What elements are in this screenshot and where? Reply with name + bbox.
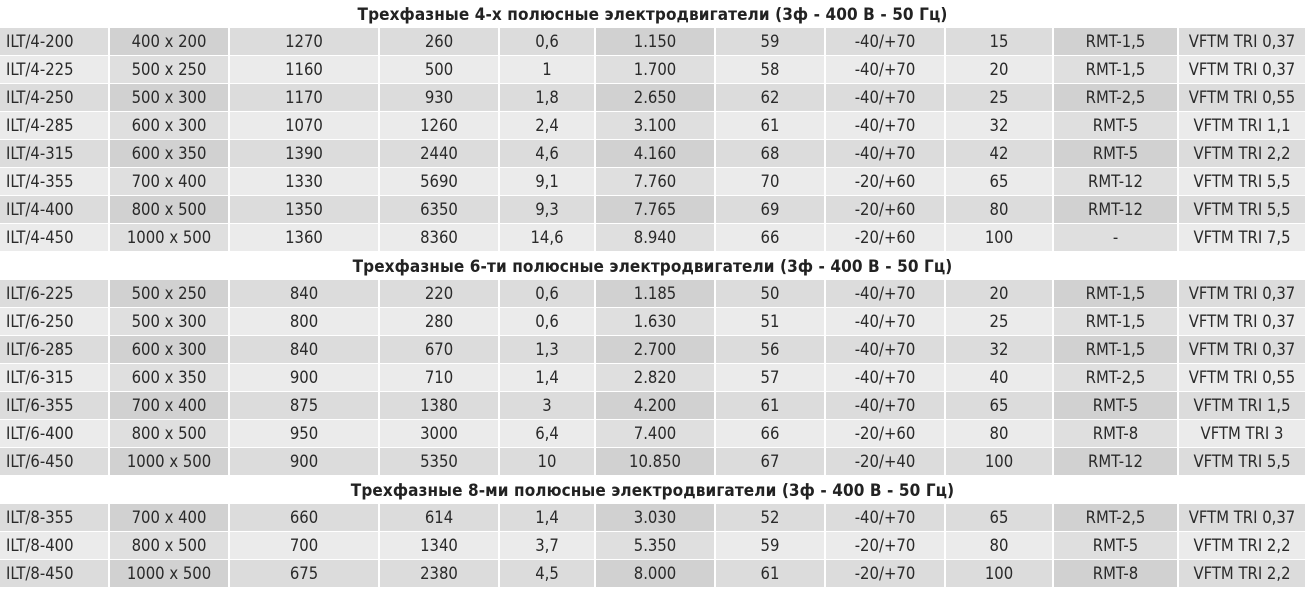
- table-cell: RMT-1,5: [1054, 280, 1179, 307]
- table-cell: 32: [946, 112, 1054, 139]
- table-cell: RMT-8: [1054, 560, 1179, 587]
- table-cell: 80: [946, 420, 1054, 447]
- table-cell: RMT-2,5: [1054, 504, 1179, 531]
- table-cell: 5690: [380, 168, 500, 195]
- table-cell: 500: [380, 56, 500, 83]
- table-cell: 100: [946, 224, 1054, 251]
- table-cell: 1380: [380, 392, 500, 419]
- table-cell: 900: [230, 364, 380, 391]
- table-cell: 67: [716, 448, 826, 475]
- table-cell: 65: [946, 504, 1054, 531]
- table-cell: 1,4: [500, 364, 596, 391]
- table-cell: -: [1054, 224, 1179, 251]
- table-cell: VFTM TRI 0,37: [1179, 336, 1305, 363]
- table-cell: 1.700: [596, 56, 716, 83]
- table-row: [0, 168, 1305, 195]
- table-cell: 600 x 300: [110, 112, 230, 139]
- table-cell: -20/+60: [826, 420, 946, 447]
- table-cell: 614: [380, 504, 500, 531]
- table-cell: VFTM TRI 1,5: [1179, 392, 1305, 419]
- table-cell: 800 x 500: [110, 532, 230, 559]
- table-cell: -40/+70: [826, 56, 946, 83]
- table-cell: VFTM TRI 0,37: [1179, 28, 1305, 55]
- table-cell: 8.940: [596, 224, 716, 251]
- table-cell: 61: [716, 112, 826, 139]
- table-cell: 2,4: [500, 112, 596, 139]
- table-row: [0, 140, 1305, 167]
- table-row: [0, 560, 1305, 587]
- section-title: Трехфазные 8-ми полюсные электродвигатели (3ф - 400 В - 50 Гц): [0, 476, 1305, 504]
- table-cell: 1000 x 500: [110, 560, 230, 587]
- table-cell: VFTM TRI 5,5: [1179, 448, 1305, 475]
- section-title: Трехфазные 4-х полюсные электродвигатели (3ф - 400 В - 50 Гц): [0, 0, 1305, 28]
- table-cell: ILT/4-315: [0, 140, 110, 167]
- table-cell: ILT/4-450: [0, 224, 110, 251]
- table-cell: 600 x 350: [110, 140, 230, 167]
- table-cell: 4,5: [500, 560, 596, 587]
- table-row: [0, 84, 1305, 111]
- table-cell: 1260: [380, 112, 500, 139]
- table-cell: 700 x 400: [110, 392, 230, 419]
- table-cell: VFTM TRI 3: [1179, 420, 1305, 447]
- table-cell: 900: [230, 448, 380, 475]
- table-cell: VFTM TRI 2,2: [1179, 140, 1305, 167]
- table-cell: 675: [230, 560, 380, 587]
- table-cell: 6,4: [500, 420, 596, 447]
- table-cell: -20/+70: [826, 560, 946, 587]
- table-cell: 260: [380, 28, 500, 55]
- table-cell: 65: [946, 168, 1054, 195]
- table-cell: RMT-5: [1054, 140, 1179, 167]
- table-cell: VFTM TRI 5,5: [1179, 196, 1305, 223]
- table-cell: VFTM TRI 0,37: [1179, 280, 1305, 307]
- table-cell: 2.650: [596, 84, 716, 111]
- table-cell: 8360: [380, 224, 500, 251]
- table-cell: 0,6: [500, 280, 596, 307]
- table-cell: VFTM TRI 2,2: [1179, 532, 1305, 559]
- table-cell: 1390: [230, 140, 380, 167]
- table-cell: 7.400: [596, 420, 716, 447]
- table-cell: 950: [230, 420, 380, 447]
- table-cell: 66: [716, 224, 826, 251]
- table-cell: 20: [946, 56, 1054, 83]
- table-cell: 32: [946, 336, 1054, 363]
- table-cell: ILT/6-315: [0, 364, 110, 391]
- table-cell: 1.630: [596, 308, 716, 335]
- table-cell: 500 x 300: [110, 308, 230, 335]
- table-cell: 700: [230, 532, 380, 559]
- table-cell: 56: [716, 336, 826, 363]
- table-cell: ILT/4-250: [0, 84, 110, 111]
- table-cell: VFTM TRI 0,37: [1179, 504, 1305, 531]
- table-cell: RMT-2,5: [1054, 84, 1179, 111]
- table-cell: 80: [946, 196, 1054, 223]
- table-cell: VFTM TRI 0,55: [1179, 364, 1305, 391]
- table-cell: 500 x 250: [110, 280, 230, 307]
- table-cell: 3000: [380, 420, 500, 447]
- table-cell: -20/+60: [826, 224, 946, 251]
- table-cell: -40/+70: [826, 364, 946, 391]
- table-cell: 800: [230, 308, 380, 335]
- table-cell: -40/+70: [826, 392, 946, 419]
- table-cell: 700 x 400: [110, 504, 230, 531]
- table-cell: 4.160: [596, 140, 716, 167]
- table-cell: 10: [500, 448, 596, 475]
- table-cell: ILT/6-225: [0, 280, 110, 307]
- table-cell: 3.030: [596, 504, 716, 531]
- table-cell: 3,7: [500, 532, 596, 559]
- table-cell: RMT-5: [1054, 532, 1179, 559]
- table-cell: 280: [380, 308, 500, 335]
- table-cell: 710: [380, 364, 500, 391]
- table-cell: -40/+70: [826, 308, 946, 335]
- table-cell: 1,8: [500, 84, 596, 111]
- table-cell: 59: [716, 532, 826, 559]
- table-cell: 100: [946, 448, 1054, 475]
- table-cell: RMT-12: [1054, 196, 1179, 223]
- table-cell: -40/+70: [826, 112, 946, 139]
- table-cell: 2.700: [596, 336, 716, 363]
- table-cell: 800 x 500: [110, 196, 230, 223]
- table-cell: 58: [716, 56, 826, 83]
- table-cell: 70: [716, 168, 826, 195]
- table-cell: 61: [716, 392, 826, 419]
- table-cell: 7.760: [596, 168, 716, 195]
- table-cell: 840: [230, 336, 380, 363]
- table-cell: -20/+40: [826, 448, 946, 475]
- table-cell: -40/+70: [826, 84, 946, 111]
- table-cell: ILT/6-355: [0, 392, 110, 419]
- table-cell: 25: [946, 84, 1054, 111]
- table-cell: ILT/4-200: [0, 28, 110, 55]
- table-cell: ILT/4-400: [0, 196, 110, 223]
- section-title: Трехфазные 6-ти полюсные электродвигатели (3ф - 400 В - 50 Гц): [0, 252, 1305, 280]
- table-cell: 2.820: [596, 364, 716, 391]
- table-cell: 1000 x 500: [110, 448, 230, 475]
- table-row: [0, 196, 1305, 223]
- table-cell: 0,6: [500, 28, 596, 55]
- table-cell: 3.100: [596, 112, 716, 139]
- table-cell: 25: [946, 308, 1054, 335]
- table-cell: 1000 x 500: [110, 224, 230, 251]
- table-cell: RMT-1,5: [1054, 336, 1179, 363]
- table-row: [0, 28, 1305, 55]
- table-cell: 3: [500, 392, 596, 419]
- table-cell: 66: [716, 420, 826, 447]
- table-cell: 600 x 300: [110, 336, 230, 363]
- table-row: [0, 532, 1305, 559]
- table-cell: RMT-5: [1054, 112, 1179, 139]
- table-cell: 1.185: [596, 280, 716, 307]
- table-cell: RMT-5: [1054, 392, 1179, 419]
- table-cell: VFTM TRI 2,2: [1179, 560, 1305, 587]
- table-cell: RMT-1,5: [1054, 308, 1179, 335]
- table-cell: 1170: [230, 84, 380, 111]
- table-cell: RMT-12: [1054, 168, 1179, 195]
- table-cell: 59: [716, 28, 826, 55]
- table-cell: -40/+70: [826, 504, 946, 531]
- table-cell: RMT-12: [1054, 448, 1179, 475]
- table-cell: -20/+60: [826, 168, 946, 195]
- table-row: [0, 224, 1305, 251]
- table-row: [0, 308, 1305, 335]
- table-cell: ILT/6-450: [0, 448, 110, 475]
- table-cell: 400 x 200: [110, 28, 230, 55]
- table-cell: ILT/4-355: [0, 168, 110, 195]
- table-cell: -40/+70: [826, 336, 946, 363]
- table-cell: 930: [380, 84, 500, 111]
- table-cell: VFTM TRI 0,55: [1179, 84, 1305, 111]
- table-cell: 660: [230, 504, 380, 531]
- table-cell: ILT/8-400: [0, 532, 110, 559]
- table-cell: 1,3: [500, 336, 596, 363]
- table-cell: -20/+70: [826, 532, 946, 559]
- table-cell: 220: [380, 280, 500, 307]
- table-cell: 9,3: [500, 196, 596, 223]
- table-cell: 7.765: [596, 196, 716, 223]
- table-cell: 875: [230, 392, 380, 419]
- table-cell: 61: [716, 560, 826, 587]
- table-cell: 40: [946, 364, 1054, 391]
- table-cell: 1070: [230, 112, 380, 139]
- table-cell: -20/+60: [826, 196, 946, 223]
- table-cell: 1: [500, 56, 596, 83]
- table-row: [0, 364, 1305, 391]
- table-cell: VFTM TRI 5,5: [1179, 168, 1305, 195]
- table-row: [0, 336, 1305, 363]
- table-cell: 1330: [230, 168, 380, 195]
- table-cell: 1360: [230, 224, 380, 251]
- table-cell: ILT/6-400: [0, 420, 110, 447]
- table-cell: 840: [230, 280, 380, 307]
- table-cell: 1350: [230, 196, 380, 223]
- table-cell: 4.200: [596, 392, 716, 419]
- table-cell: 14,6: [500, 224, 596, 251]
- table-cell: 69: [716, 196, 826, 223]
- table-cell: 1.150: [596, 28, 716, 55]
- table-cell: -40/+70: [826, 140, 946, 167]
- table-cell: 52: [716, 504, 826, 531]
- table-row: [0, 112, 1305, 139]
- table-cell: ILT/4-285: [0, 112, 110, 139]
- table-cell: 500 x 250: [110, 56, 230, 83]
- table-cell: ILT/8-355: [0, 504, 110, 531]
- table-cell: -40/+70: [826, 280, 946, 307]
- table-cell: 6350: [380, 196, 500, 223]
- table-cell: 500 x 300: [110, 84, 230, 111]
- table-cell: ILT/6-285: [0, 336, 110, 363]
- table-cell: 9,1: [500, 168, 596, 195]
- table-cell: 100: [946, 560, 1054, 587]
- table-cell: 800 x 500: [110, 420, 230, 447]
- table-cell: VFTM TRI 0,37: [1179, 308, 1305, 335]
- table-row: [0, 448, 1305, 475]
- table-row: [0, 392, 1305, 419]
- table-cell: 5.350: [596, 532, 716, 559]
- table-cell: 65: [946, 392, 1054, 419]
- table-cell: 57: [716, 364, 826, 391]
- table-cell: 10.850: [596, 448, 716, 475]
- table-cell: ILT/6-250: [0, 308, 110, 335]
- table-cell: 670: [380, 336, 500, 363]
- table-cell: 50: [716, 280, 826, 307]
- table-cell: RMT-1,5: [1054, 28, 1179, 55]
- table-cell: 15: [946, 28, 1054, 55]
- table-cell: 4,6: [500, 140, 596, 167]
- table-cell: ILT/8-450: [0, 560, 110, 587]
- table-cell: 51: [716, 308, 826, 335]
- table-cell: RMT-8: [1054, 420, 1179, 447]
- table-row: [0, 56, 1305, 83]
- table-cell: RMT-2,5: [1054, 364, 1179, 391]
- table-row: [0, 280, 1305, 307]
- table-cell: VFTM TRI 0,37: [1179, 56, 1305, 83]
- table-cell: ILT/4-225: [0, 56, 110, 83]
- table-cell: 1,4: [500, 504, 596, 531]
- table-row: [0, 420, 1305, 447]
- table-cell: -40/+70: [826, 28, 946, 55]
- table-row: [0, 504, 1305, 531]
- table-cell: 80: [946, 532, 1054, 559]
- table-cell: 42: [946, 140, 1054, 167]
- table-cell: 600 x 350: [110, 364, 230, 391]
- table-cell: 1270: [230, 28, 380, 55]
- table-cell: VFTM TRI 1,1: [1179, 112, 1305, 139]
- table-cell: 62: [716, 84, 826, 111]
- table-cell: 700 x 400: [110, 168, 230, 195]
- table-cell: 2380: [380, 560, 500, 587]
- table-cell: VFTM TRI 7,5: [1179, 224, 1305, 251]
- table-cell: 1340: [380, 532, 500, 559]
- table-cell: 1160: [230, 56, 380, 83]
- table-cell: 2440: [380, 140, 500, 167]
- table-cell: RMT-1,5: [1054, 56, 1179, 83]
- table-cell: 68: [716, 140, 826, 167]
- table-cell: 8.000: [596, 560, 716, 587]
- table-cell: 5350: [380, 448, 500, 475]
- table-cell: 0,6: [500, 308, 596, 335]
- table-cell: 20: [946, 280, 1054, 307]
